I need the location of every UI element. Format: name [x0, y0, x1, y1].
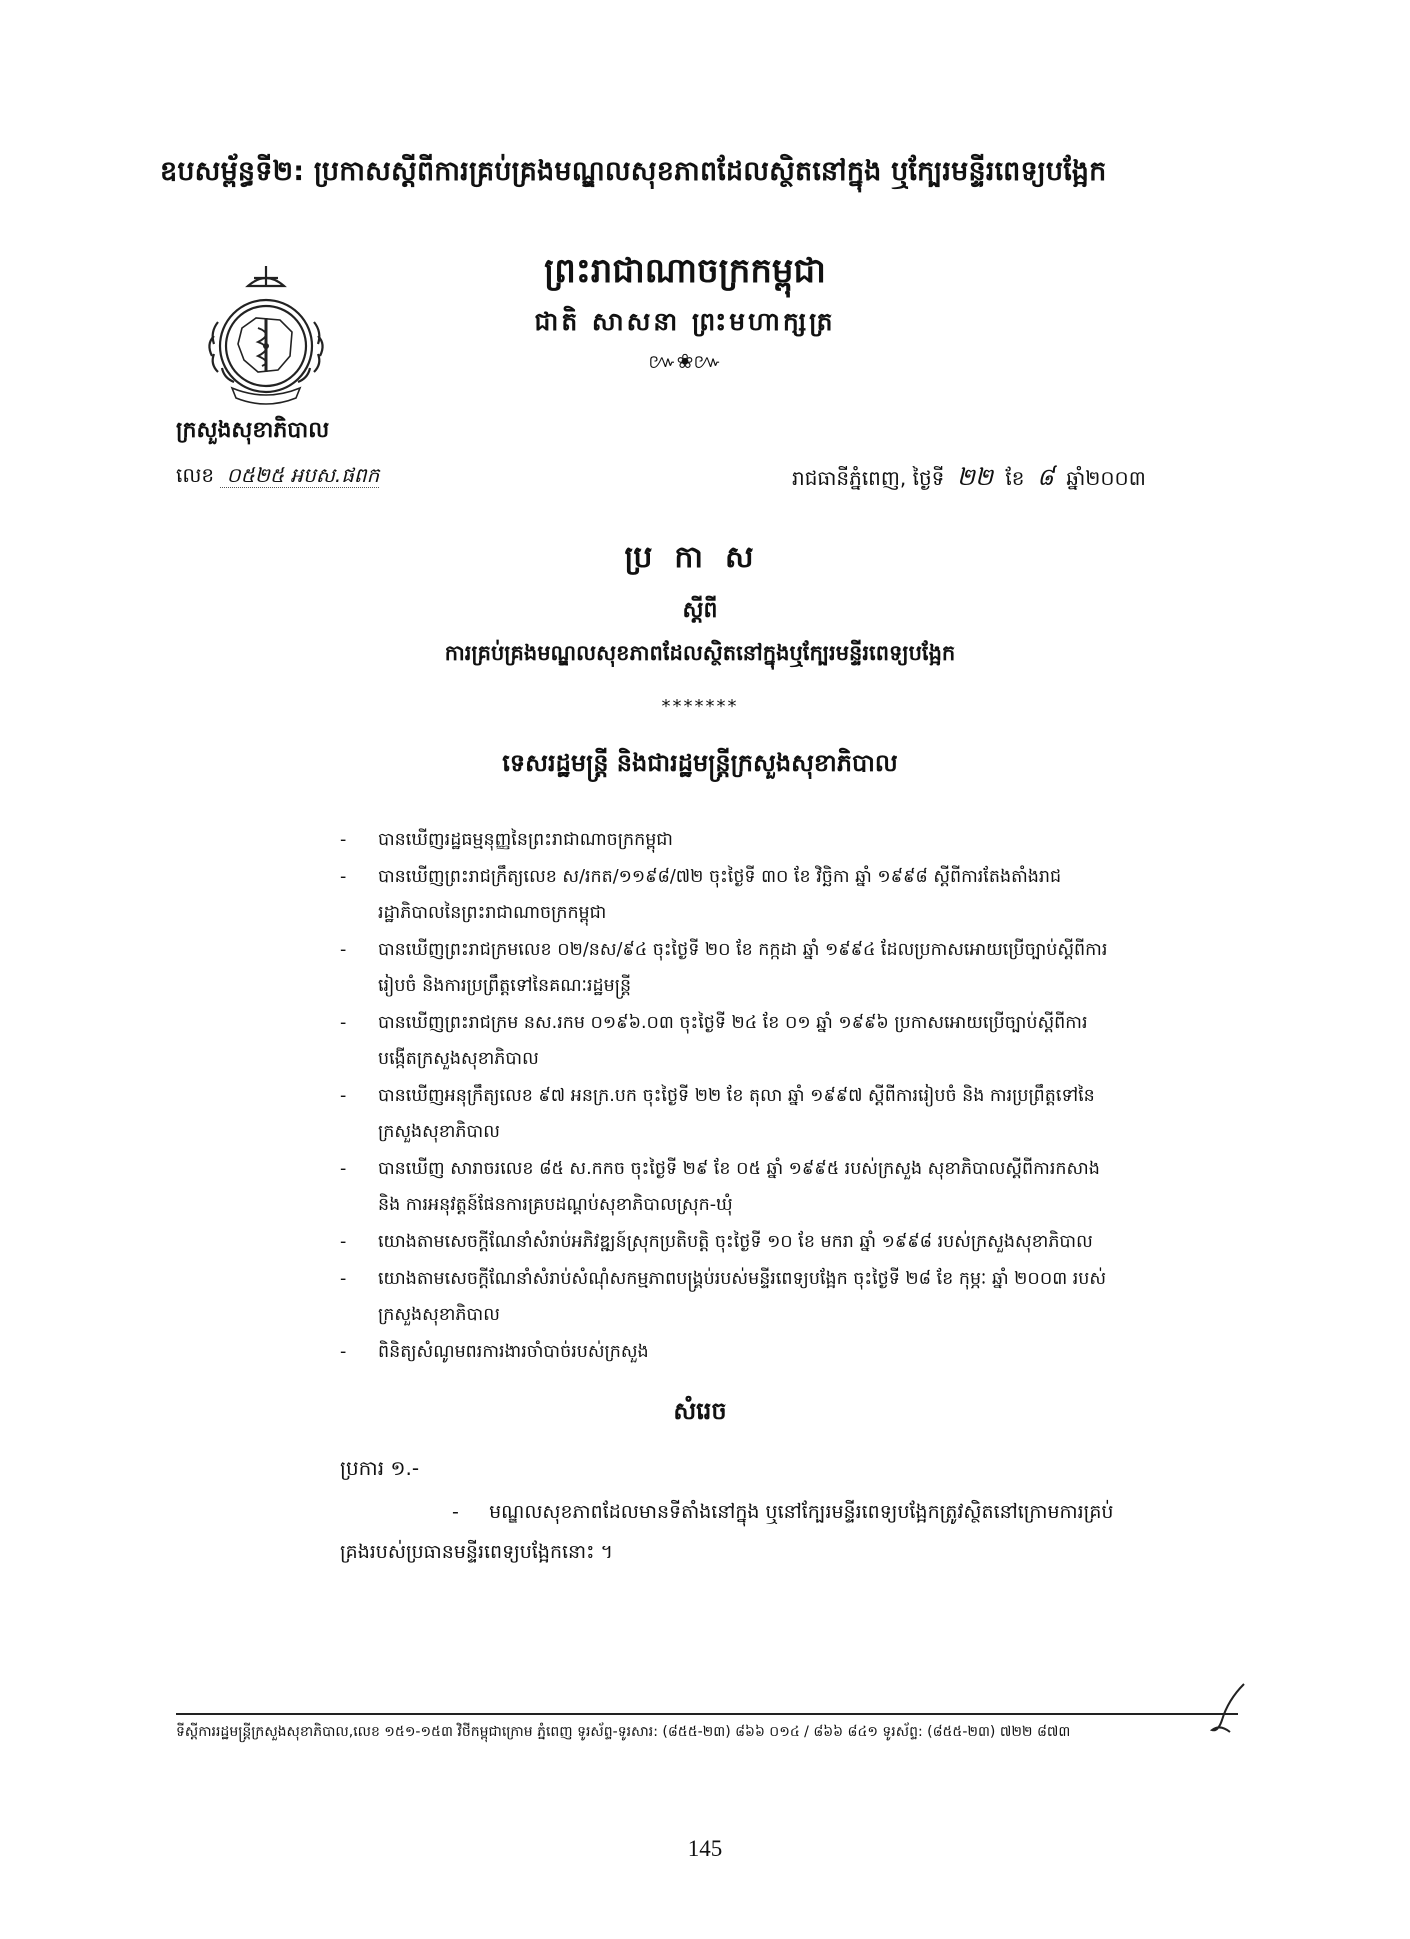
bullet: -	[340, 1342, 347, 1362]
consideration-text: បានឃើញ សារាចរលេខ ៨៥ ស.កកច ចុះថ្ងៃទី ២៩ ខែ ០៥ ឆ្នាំ ១៩៩៥ របស់ក្រសួង សុខាភិបាលស្តីពីការកសាង និង ការអនុវត្តន៍ផែនការគ្របដណ្តប់សុខាភិបាលស្រុក-ឃុំ	[378, 1159, 1100, 1215]
list-item	[340, 1151, 1120, 1223]
list-item	[340, 1334, 1120, 1370]
national-motto: ជាតិ សាសនា ព្រះមហាក្សត្រ	[534, 307, 836, 336]
minister-title: ទេសរដ្ឋមន្ត្រី និងជារដ្ឋមន្ត្រីក្រសួងសុខាភិបាល	[502, 749, 898, 777]
date-prefix: រាជធានីភ្នំពេញ, ថ្ងៃទី	[792, 466, 945, 490]
bullet: -	[340, 1269, 347, 1289]
considerations-list	[340, 822, 1120, 1371]
bullet: -	[340, 1159, 347, 1179]
consideration-text: បានឃើញព្រះរាជក្រឹត្យលេខ ស/រកត/១១៩៨/៧២ ចុះថ្ងៃទី ៣០ ខែ វិច្ឆិកា ឆ្នាំ ១៩៩៨ ស្តីពីការតែងតាំងរាជរដ្ឋាភិបាលនៃព្រះរាជាណាចក្រកម្ពុជា	[378, 867, 1062, 923]
consideration-text: បានឃើញព្រះរាជក្រម នស.រកម ០១៩៦.០៣ ចុះថ្ងៃទី ២៤ ខែ ០១ ឆ្នាំ ១៩៩៦ ប្រកាសអោយប្រើច្បាប់ស្តីពីការបង្កើតក្រសួងសុខាភិបាល	[378, 1013, 1088, 1069]
place-and-date	[792, 462, 1146, 497]
ministry-seal-icon	[196, 262, 336, 412]
consideration-text: បានឃើញអនុក្រឹត្យលេខ ៩៧ អនក្រ.បក ចុះថ្ងៃទី ២២ ខែ តុលា ឆ្នាំ ១៩៩៧ ស្តីពីការរៀបចំ និង ការប្រព្រឹត្តទៅនៃក្រសួងសុខាភិបាល	[378, 1086, 1095, 1142]
date-year: ឆ្នាំ២០០៣	[1066, 466, 1146, 490]
page-number: 145	[687, 1836, 723, 1861]
footer-address: ទីស្តីការរដ្ឋមន្ត្រីក្រសួងសុខាភិបាល,លេខ ១៥១-១៥៣ វិថីកម្ពុជាក្រោម ភ្នំពេញ ទូរស័ព្ទ-ទូរសារ: (៨៥៥-២៣) ៨៦៦ ០១៤ / ៨៦៦ ៨៤១ ទូរស័ព្ទ: (៨៥៥-២៣) ៧២២ ៨៧៣	[176, 1724, 1071, 1740]
bullet: -	[340, 1232, 347, 1252]
consideration-text: បានឃើញរដ្ឋធម្មនុញ្ញនៃព្រះរាជាណាចក្រកម្ពុជា	[378, 830, 673, 850]
footer-divider	[176, 1713, 1238, 1715]
list-item	[340, 1224, 1120, 1260]
article-body	[340, 1492, 1120, 1572]
annex-heading: ឧបសម្ព័ន្ធទី២: ប្រកាសស្តីពីការគ្រប់គ្រងមណ្ឌលសុខភាពដែលស្ថិតនៅក្នុង ឬក្បែរមន្ទីរពេទ្យបង្អែក	[160, 156, 1107, 187]
article-bullet: -	[452, 1501, 459, 1523]
separator: *******	[661, 696, 739, 717]
kingdom-header	[420, 245, 950, 375]
reference-value: ០៥២៥ អបស.ផពក	[220, 463, 379, 488]
list-item	[340, 859, 1120, 931]
decision-title: សំរេច	[673, 1397, 727, 1425]
article-text: មណ្ឌលសុខភាពដែលមានទីតាំងនៅក្នុង ឬនៅក្បែរមន្ទីរពេទ្យបង្អែកត្រូវស្ថិតនៅក្រោមការគ្រប់គ្រងរបស់ប្រធានមន្ទីរពេទ្យបង្អែកនោះ ។	[340, 1501, 1114, 1563]
bullet: -	[340, 867, 347, 887]
list-item	[340, 822, 1120, 858]
document-subject: ការគ្រប់គ្រងមណ្ឌលសុខភាពដែលស្ថិតនៅក្នុងឬក្បែរមន្ទីរពេទ្យបង្អែក	[444, 641, 956, 665]
kingdom-title: ព្រះរាជាណាចក្រកម្ពុជា	[544, 251, 826, 291]
consideration-text: ពិនិត្យសំណូមពរការងារចាំបាច់របស់ក្រសួង	[378, 1342, 649, 1362]
subject-label: ស្តីពី	[682, 598, 718, 623]
bullet: -	[340, 1086, 347, 1106]
reference-label: លេខ	[176, 463, 215, 487]
consideration-text: យោងតាមសេចក្តីណែនាំសំរាប់អភិវឌ្ឍន៍ស្រុកប្រតិបត្តិ ចុះថ្ងៃទី ១០ ខែ មករា ឆ្នាំ ១៩៩៨ របស់ក្រសួងសុខាភិបាល	[378, 1232, 1093, 1252]
ministry-name: ក្រសួងសុខាភិបាល	[176, 418, 330, 443]
date-day: ២២	[956, 463, 994, 491]
list-item	[340, 932, 1120, 1004]
bullet: -	[340, 830, 347, 850]
ornament-icon: ៚❀៚	[648, 349, 722, 373]
article-label: ប្រការ ១.-	[340, 1456, 420, 1480]
reference-number	[176, 462, 379, 492]
bullet: -	[340, 1013, 347, 1033]
consideration-text: យោងតាមសេចក្តីណែនាំសំរាប់សំណុំសកម្មភាពបង្គ្រប់របស់មន្ទីរពេទ្យបង្អែក ចុះថ្ងៃទី ២៨ ខែ កុម្ភៈ ឆ្នាំ ២០០៣ របស់ក្រសួងសុខាភិបាល	[378, 1269, 1107, 1325]
list-item	[340, 1078, 1120, 1150]
date-month-label: ខែ	[1005, 466, 1025, 490]
document-type: ប្រកាស	[624, 540, 776, 575]
list-item	[340, 1005, 1120, 1077]
consideration-text: បានឃើញព្រះរាជក្រមលេខ ០២/នស/៩៤ ចុះថ្ងៃទី ២០ ខែ កក្កដា ឆ្នាំ ១៩៩៤ ដែលប្រកាសអោយប្រើច្បាប់ស្តីពីការរៀបចំ និងការប្រព្រឹត្តទៅនៃគណៈរដ្ឋមន្ត្រី	[378, 940, 1108, 996]
list-item	[340, 1261, 1120, 1333]
bullet: -	[340, 940, 347, 960]
date-month: ៨	[1036, 463, 1054, 491]
